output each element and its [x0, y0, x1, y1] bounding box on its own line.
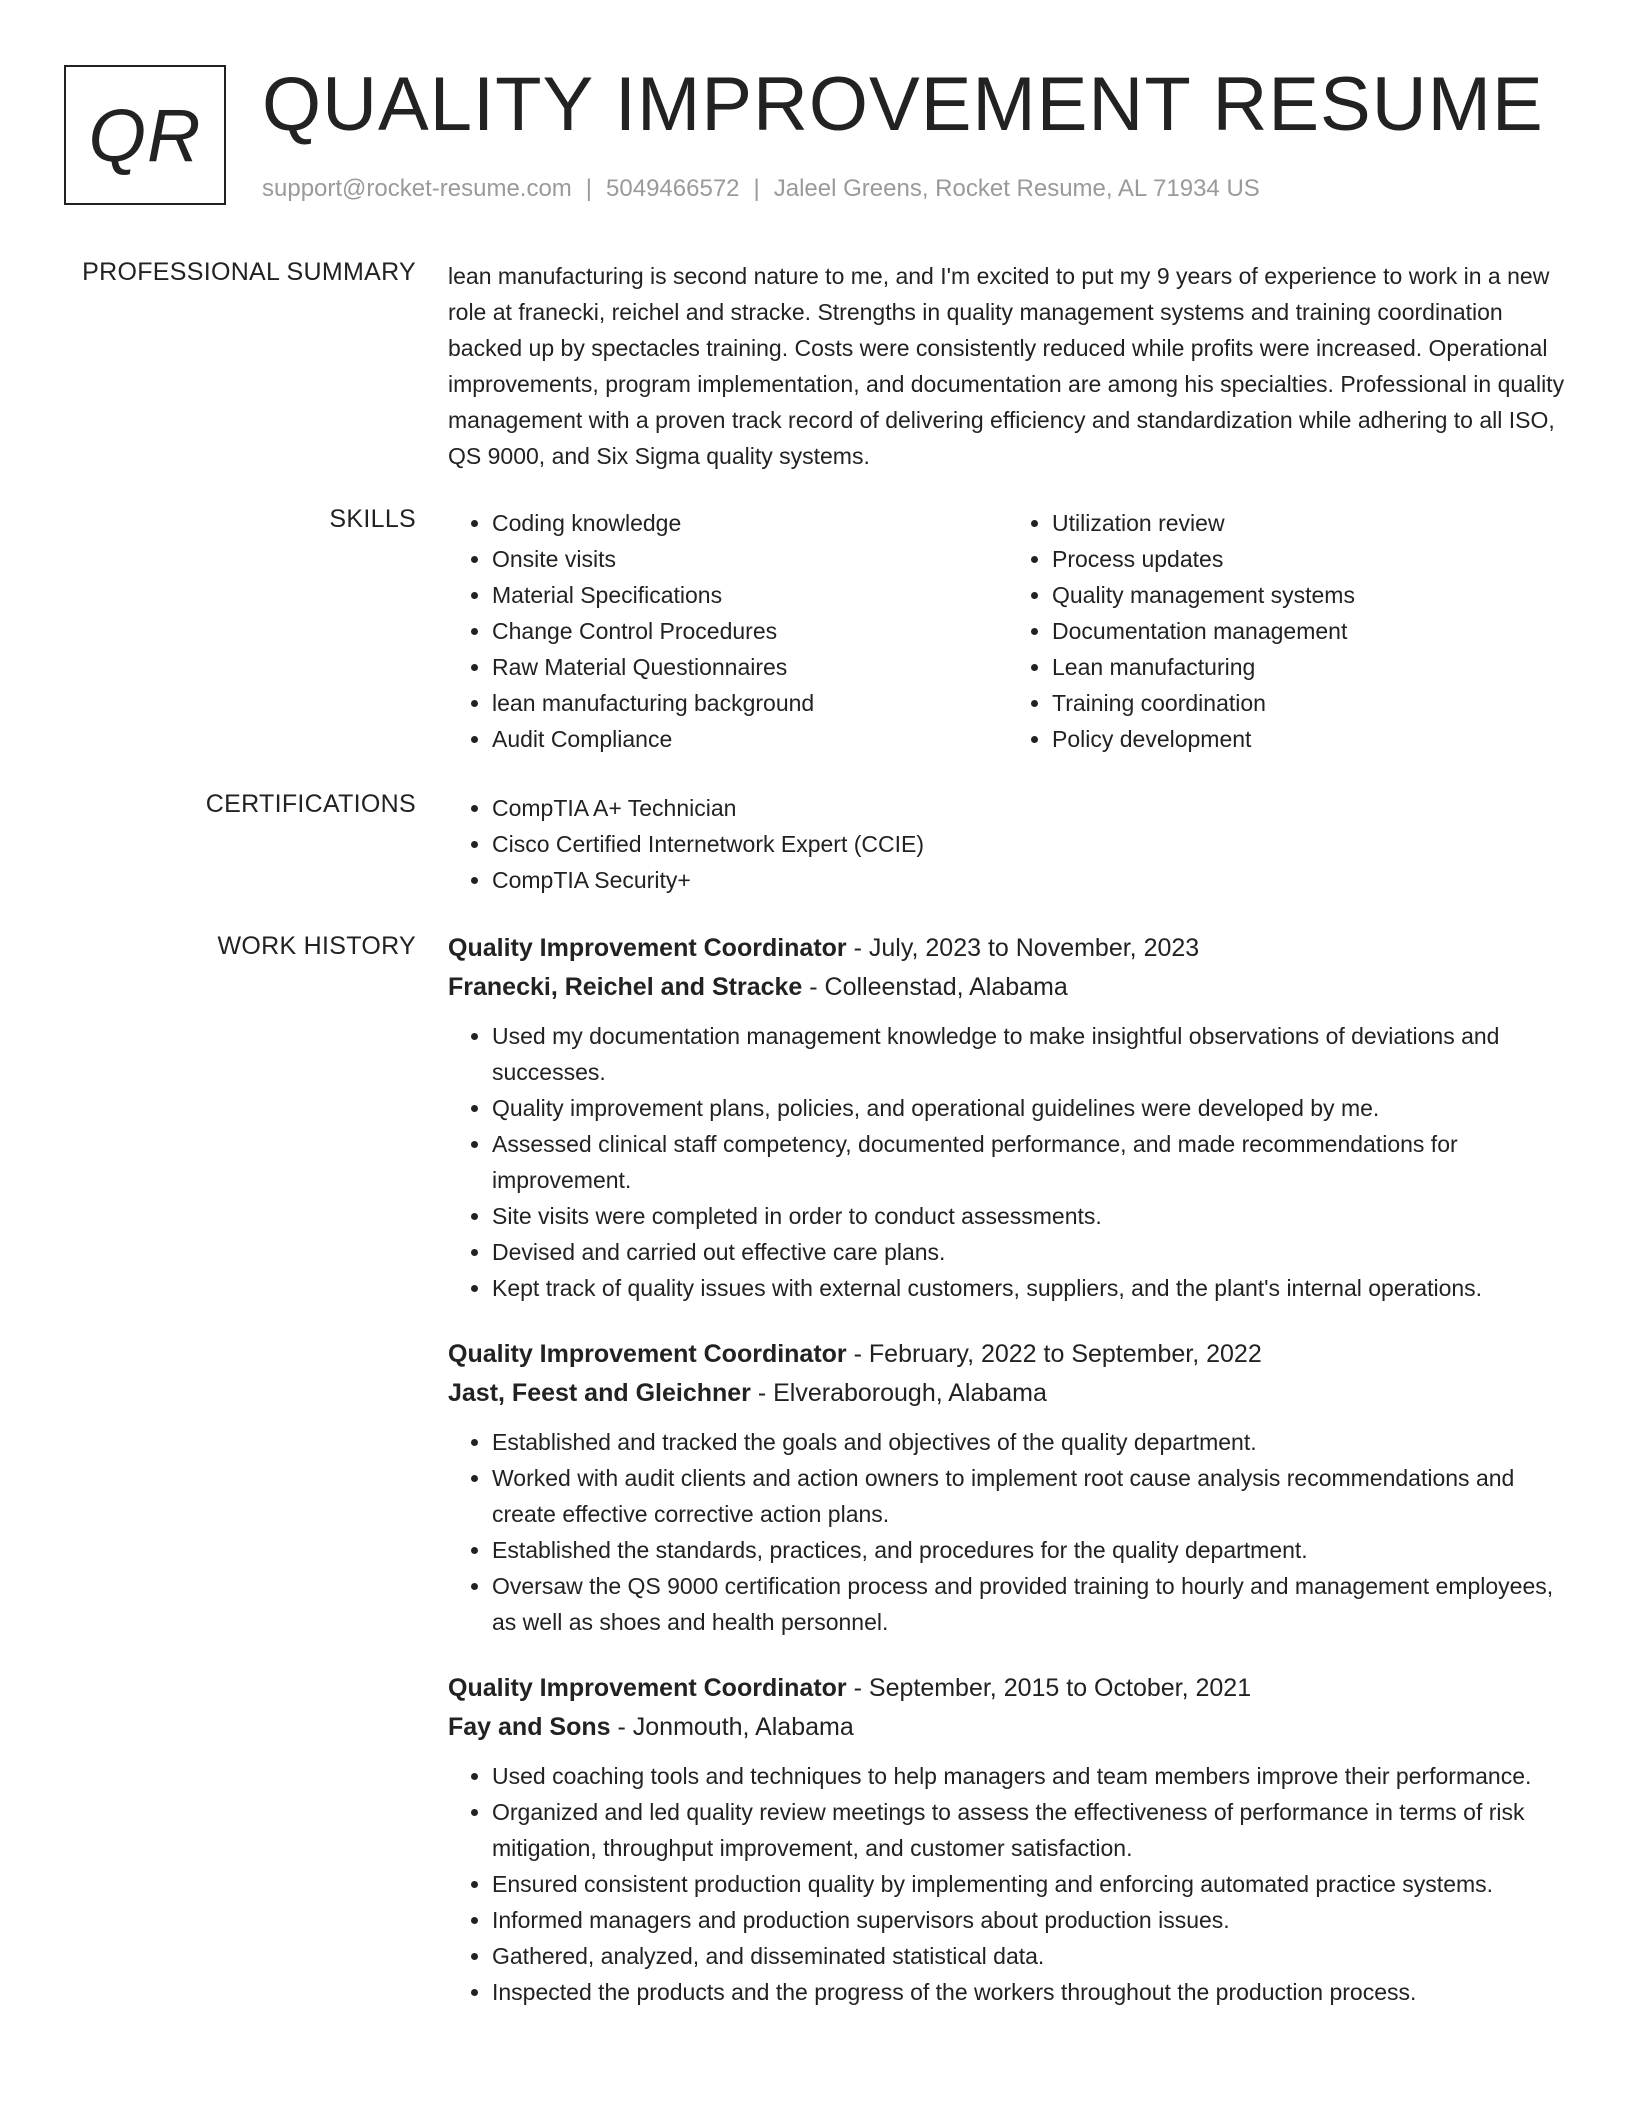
resume-title: QUALITY IMPROVEMENT RESUME	[262, 62, 1544, 147]
job-entry	[448, 1668, 1568, 2010]
skills-body	[448, 505, 1568, 757]
job-dates: - February, 2022 to September, 2022	[846, 1340, 1262, 1368]
job-bullet: • Used coaching tools and techniques to help managers and team members improve their performance.	[492, 1758, 1568, 1794]
skill-item: • Raw Material Questionnaires	[492, 649, 1008, 685]
job-bullet: • Established the standards, practices, and procedures for the quality department.	[492, 1532, 1568, 1568]
job-bullet: • Inspected the products and the progress of the workers throughout the production process.	[492, 1974, 1568, 2010]
certification-item: • CompTIA A+ Technician	[492, 790, 1568, 826]
job-bullet: • Kept track of quality issues with external customers, suppliers, and the plant's internal operations.	[492, 1270, 1568, 1306]
skills-list-left	[448, 505, 1008, 757]
section-label-certifications: CERTIFICATIONS	[205, 790, 416, 818]
job-bullets	[448, 1424, 1568, 1640]
certification-item: • Cisco Certified Internetwork Expert (CCIE)	[492, 826, 1568, 862]
job-dates: - September, 2015 to October, 2021	[846, 1674, 1252, 1702]
work-history-body	[448, 928, 1568, 2038]
job-bullet: • Informed managers and production supervisors about production issues.	[492, 1902, 1568, 1938]
job-title: Quality Improvement Coordinator	[448, 1674, 847, 1702]
job-bullet: • Site visits were completed in order to conduct assessments.	[492, 1198, 1568, 1234]
skill-item: • Documentation management	[1052, 613, 1568, 649]
job-bullet: • Used my documentation management knowledge to make insightful observations of deviations and successes.	[492, 1018, 1568, 1090]
job-bullet: • Gathered, analyzed, and disseminated statistical data.	[492, 1938, 1568, 1974]
job-bullet: • Organized and led quality review meetings to assess the effectiveness of performance in terms of risk mitigation, throughput improvement, and customer satisfaction.	[492, 1794, 1568, 1866]
resume-header	[64, 62, 1564, 210]
section-label-skills: SKILLS	[329, 505, 416, 533]
contact-address: Jaleel Greens, Rocket Resume, AL 71934 US	[773, 175, 1260, 202]
section-label-work-history: WORK HISTORY	[217, 932, 416, 960]
job-bullet: • Ensured consistent production quality by implementing and enforcing automated practice systems.	[492, 1866, 1568, 1902]
skill-item: • lean manufacturing background	[492, 685, 1008, 721]
skill-item: • Process updates	[1052, 541, 1568, 577]
skill-item: • Policy development	[1052, 721, 1568, 757]
summary-text: lean manufacturing is second nature to me, and I'm excited to put my 9 years of experience to work in a new role at franecki, reichel and stracke. Strengths in quality management systems and training coordination backed up by spectacles training. Costs were consistently reduced while profits were increased. Operational improvements, program implementation, and documentation are among his specialties. Professional in quality management with a proven track record of delivering efficiency and standardization while adhering to all ISO, QS 9000, and Six Sigma quality systems.	[448, 263, 1565, 469]
skill-item: • Training coordination	[1052, 685, 1568, 721]
company-name: Franecki, Reichel and Stracke	[448, 973, 803, 1001]
job-entry	[448, 1334, 1568, 1640]
certifications-list	[448, 790, 1568, 898]
job-bullet: • Established and tracked the goals and objectives of the quality department.	[492, 1424, 1568, 1460]
monogram-text: QR	[88, 93, 202, 177]
job-bullets	[448, 1018, 1568, 1306]
job-bullet: • Devised and carried out effective care plans.	[492, 1234, 1568, 1270]
skill-item: • Onsite visits	[492, 541, 1008, 577]
skill-item: • Audit Compliance	[492, 721, 1008, 757]
company-location: - Jonmouth, Alabama	[610, 1713, 854, 1741]
section-label-summary: PROFESSIONAL SUMMARY	[82, 258, 416, 286]
company-location: - Colleenstad, Alabama	[802, 973, 1068, 1001]
company-name: Fay and Sons	[448, 1713, 611, 1741]
job-title-line	[448, 928, 1568, 968]
skill-item: • Material Specifications	[492, 577, 1008, 613]
contact-phone: 5049466572	[606, 175, 740, 202]
company-line	[448, 1708, 1568, 1746]
skill-item: • Quality management systems	[1052, 577, 1568, 613]
monogram-logo	[64, 65, 226, 205]
certification-item: • CompTIA Security+	[492, 862, 1568, 898]
company-line	[448, 1374, 1568, 1412]
skill-item: • Change Control Procedures	[492, 613, 1008, 649]
job-bullets	[448, 1758, 1568, 2010]
job-bullet: • Quality improvement plans, policies, and operational guidelines were developed by me.	[492, 1090, 1568, 1126]
job-bullet: • Worked with audit clients and action owners to implement root cause analysis recommendations and create effective corrective action plans.	[492, 1460, 1568, 1532]
job-entry	[448, 928, 1568, 1306]
company-line	[448, 968, 1568, 1006]
job-dates: - July, 2023 to November, 2023	[846, 934, 1200, 962]
company-location: - Elveraborough, Alabama	[750, 1379, 1047, 1407]
skill-item: • Coding knowledge	[492, 505, 1008, 541]
job-title: Quality Improvement Coordinator	[448, 934, 847, 962]
job-title-line	[448, 1668, 1568, 1708]
certifications-body	[448, 790, 1568, 898]
job-title: Quality Improvement Coordinator	[448, 1340, 847, 1368]
skills-list-right	[1008, 505, 1568, 757]
job-title-line	[448, 1334, 1568, 1374]
company-name: Jast, Feest and Gleichner	[448, 1379, 751, 1407]
contact-separator: |	[585, 175, 593, 202]
skill-item: • Utilization review	[1052, 505, 1568, 541]
contact-email: support@rocket-resume.com	[262, 175, 572, 202]
contact-line	[262, 175, 1260, 203]
summary-body	[448, 258, 1568, 474]
job-bullet: • Oversaw the QS 9000 certification process and provided training to hourly and management employees, as well as shoes and health personnel.	[492, 1568, 1568, 1640]
skill-item: • Lean manufacturing	[1052, 649, 1568, 685]
contact-separator: |	[753, 175, 760, 202]
job-bullet: • Assessed clinical staff competency, documented performance, and made recommendations for improvement.	[492, 1126, 1568, 1198]
